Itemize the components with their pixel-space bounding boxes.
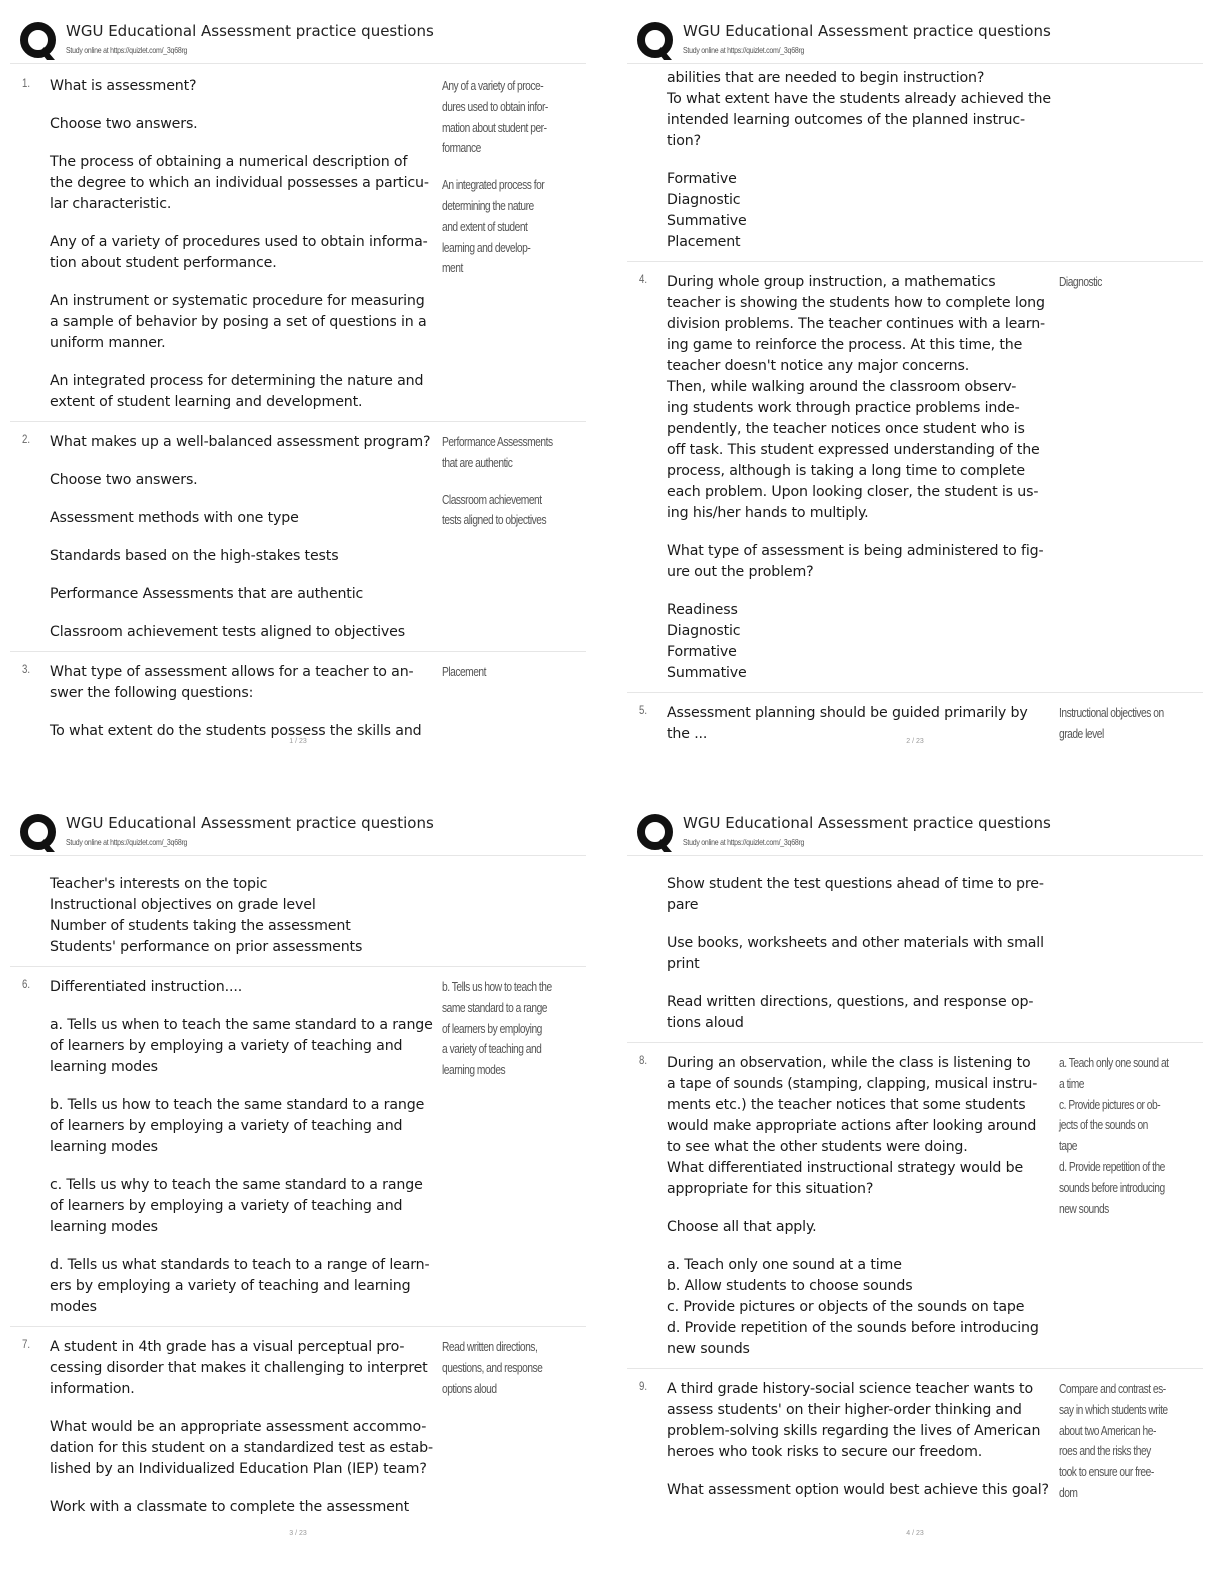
text-line: options aloud <box>442 1381 497 1396</box>
answer-paragraph <box>442 432 581 474</box>
question-item <box>10 1327 586 1526</box>
question-paragraph <box>667 600 1059 684</box>
question-paragraph <box>50 977 442 998</box>
text-line: appropriate for this situation? <box>667 1181 874 1197</box>
text-line: To what extent have the students already achieved the <box>667 91 1051 107</box>
document-page <box>627 10 1223 790</box>
text-line: and extent of student <box>442 219 528 234</box>
text-line: What type of assessment is being administered to fig- <box>667 543 1044 559</box>
text-line: Choose two answers. <box>50 472 198 488</box>
text-line: Any of a variety of procedures used to obtain informa- <box>50 234 428 250</box>
question-text <box>667 68 1059 253</box>
page-number: 3 / 23 <box>289 1530 307 1537</box>
question-paragraph <box>667 1379 1059 1463</box>
answer-paragraph <box>1059 272 1198 293</box>
question-paragraph <box>50 470 442 491</box>
text-line: of learners by employing a variety of teaching and <box>50 1038 403 1054</box>
question-item <box>627 262 1203 693</box>
question-number: 6. <box>22 977 31 991</box>
page-number: 2 / 23 <box>906 738 924 745</box>
page-header <box>10 10 586 64</box>
text-line: During an observation, while the class is listening to <box>667 1055 1031 1071</box>
question-paragraph <box>667 1217 1059 1238</box>
text-line: formance <box>442 141 481 156</box>
answer-paragraph <box>442 490 581 532</box>
text-line: Standards based on the high-stakes tests <box>50 548 339 564</box>
quizlet-logo-icon <box>18 20 62 64</box>
text-line: lar characteristic. <box>50 196 172 212</box>
text-line: c. Tells us why to teach the same standard to a range <box>50 1177 423 1193</box>
text-line: Readiness <box>667 602 738 618</box>
text-line: about two American he- <box>1059 1423 1156 1438</box>
question-paragraph <box>50 662 442 704</box>
text-line: a. Tells us when to teach the same standard to a range <box>50 1017 433 1033</box>
text-line: tion? <box>667 133 701 149</box>
question-number: 9. <box>639 1379 648 1393</box>
text-line: that are authentic <box>442 455 513 470</box>
text-line: new sounds <box>667 1341 750 1357</box>
text-line: Instructional objectives on grade level <box>50 897 316 913</box>
document-title: WGU Educational Assessment practice questions <box>66 22 434 40</box>
answer-text <box>442 76 581 279</box>
text-line: swer the following questions: <box>50 685 254 701</box>
text-line: Diagnostic <box>667 623 741 639</box>
question-item <box>10 66 586 422</box>
text-line: d. Provide repetition of the <box>1059 1159 1165 1174</box>
text-line: Students' performance on prior assessments <box>50 939 363 955</box>
text-line: c. Provide pictures or ob- <box>1059 1097 1161 1112</box>
text-line: Diagnostic <box>667 192 741 208</box>
question-item <box>10 967 586 1327</box>
quizlet-logo-icon <box>635 20 679 64</box>
question-paragraph <box>50 76 442 97</box>
text-line: division problems. The teacher continues with a learn- <box>667 316 1046 332</box>
text-line: ing students work through practice problems inde- <box>667 400 1020 416</box>
question-paragraph <box>50 584 442 605</box>
question-text <box>667 1053 1059 1360</box>
page-header <box>627 10 1203 64</box>
text-line: The process of obtaining a numerical description of <box>50 154 408 170</box>
text-line: pare <box>667 897 699 913</box>
document-title: WGU Educational Assessment practice questions <box>66 814 434 832</box>
text-line: uniform manner. <box>50 335 166 351</box>
question-paragraph <box>50 508 442 529</box>
text-line: pendently, the teacher notices once student who is <box>667 421 1025 437</box>
text-line: Placement <box>442 665 487 679</box>
text-line: ing game to reinforce the process. At this time, the <box>667 337 1023 353</box>
question-paragraph <box>667 874 1059 916</box>
text-line: A student in 4th grade has a visual perceptual pro- <box>50 1339 405 1355</box>
text-line: Work with a classmate to complete the assessment <box>50 1499 410 1515</box>
text-line: learning modes <box>50 1059 158 1075</box>
question-paragraph <box>50 622 442 643</box>
answer-paragraph <box>442 662 581 683</box>
document-page <box>10 10 606 790</box>
text-line: Differentiated instruction.... <box>50 979 243 995</box>
text-line: a variety of teaching and <box>442 1042 542 1057</box>
question-paragraph <box>667 933 1059 975</box>
question-paragraph <box>50 114 442 135</box>
text-line: tion about student performance. <box>50 255 277 271</box>
text-line: took to ensure our free- <box>1059 1465 1154 1480</box>
text-line: learning modes <box>442 1063 506 1078</box>
text-line: Read written directions, <box>442 1340 538 1354</box>
question-text <box>50 432 442 643</box>
question-number: 5. <box>639 703 648 717</box>
text-line: What would be an appropriate assessment accommo- <box>50 1419 427 1435</box>
page-header <box>627 802 1203 856</box>
question-paragraph <box>50 1255 442 1318</box>
text-line: Instructional objectives on <box>1059 706 1164 720</box>
text-line: d. Provide repetition of the sounds before introducing <box>667 1320 1039 1336</box>
text-line: learning modes <box>50 1139 158 1155</box>
question-paragraph <box>50 546 442 567</box>
text-line: Summative <box>667 665 747 681</box>
text-line: extent of student learning and development. <box>50 394 363 410</box>
text-line: Assessment planning should be guided primarily by <box>667 705 1028 721</box>
study-link[interactable]: Study online at https://quizlet.com/_3q68rg <box>66 837 188 847</box>
question-paragraph <box>50 232 442 274</box>
question-item <box>627 1043 1203 1369</box>
text-line: Use books, worksheets and other materials with small <box>667 935 1044 951</box>
text-line: mation about student per- <box>442 120 547 135</box>
text-line: b. Allow students to choose sounds <box>667 1278 913 1294</box>
text-line: An integrated process for <box>442 178 545 193</box>
document-title: WGU Educational Assessment practice questions <box>683 22 1051 40</box>
text-line: ment <box>442 261 463 276</box>
question-text <box>50 977 442 1318</box>
text-line: tions aloud <box>667 1015 744 1031</box>
answer-text <box>1059 1379 1198 1504</box>
question-list <box>10 66 586 750</box>
question-paragraph <box>50 291 442 354</box>
text-line: b. Tells us how to teach the same standard to a range <box>50 1097 425 1113</box>
text-line: A third grade history-social science teacher wants to <box>667 1381 1034 1397</box>
question-text <box>667 1379 1059 1501</box>
answer-paragraph <box>442 76 581 159</box>
text-line: lished by an Individualized Education Plan (IEP) team? <box>50 1461 427 1477</box>
text-line: Choose two answers. <box>50 116 198 132</box>
question-paragraph <box>667 169 1059 253</box>
text-line: jects of the sounds on <box>1059 1118 1148 1133</box>
question-item <box>627 858 1203 1043</box>
question-paragraph <box>667 68 1059 152</box>
study-link[interactable]: Study online at https://quizlet.com/_3q68rg <box>66 45 188 55</box>
answer-text <box>442 662 581 683</box>
answer-paragraph <box>1059 1379 1198 1504</box>
study-link[interactable]: Study online at https://quizlet.com/_3q68rg <box>683 837 805 847</box>
question-number: 7. <box>22 1337 31 1351</box>
text-line: learning and develop- <box>442 240 531 255</box>
text-line: What is assessment? <box>50 78 197 94</box>
question-paragraph <box>50 1095 442 1158</box>
text-line: abilities that are needed to begin instruction? <box>667 70 985 86</box>
question-text <box>667 272 1059 684</box>
question-paragraph <box>50 874 442 958</box>
study-link[interactable]: Study online at https://quizlet.com/_3q68rg <box>683 45 805 55</box>
document-page <box>627 802 1223 1582</box>
text-line: intended learning outcomes of the planned instruc- <box>667 112 1026 128</box>
text-line: teacher is showing the students how to complete long <box>667 295 1045 311</box>
question-number: 2. <box>22 432 31 446</box>
text-line: Choose all that apply. <box>667 1219 817 1235</box>
text-line: process, although is taking a long time to complete <box>667 463 1025 479</box>
question-paragraph <box>667 541 1059 583</box>
text-line: Teacher's interests on the topic <box>50 876 268 892</box>
answer-paragraph <box>442 977 581 1081</box>
question-list <box>10 858 586 1526</box>
text-line: a. Teach only one sound at <box>1059 1056 1169 1070</box>
text-line: say in which students write <box>1059 1402 1168 1417</box>
quizlet-logo-icon <box>18 812 62 856</box>
question-paragraph <box>50 1497 442 1518</box>
question-number: 3. <box>22 662 31 676</box>
answer-text <box>1059 272 1198 293</box>
text-line: Diagnostic <box>1059 275 1102 289</box>
question-paragraph <box>50 371 442 413</box>
document-page <box>10 802 606 1582</box>
text-line: dom <box>1059 1485 1078 1500</box>
text-line: problem-solving skills regarding the lives of American <box>667 1423 1041 1439</box>
text-line: dation for this student on a standardized test as estab- <box>50 1440 433 1456</box>
text-line: During whole group instruction, a mathematics <box>667 274 996 290</box>
text-line: What makes up a well-balanced assessment program? <box>50 434 431 450</box>
text-line: ments etc.) the teacher notices that some students <box>667 1097 1026 1113</box>
text-line: Number of students taking the assessment <box>50 918 351 934</box>
text-line: To what extent do the students possess the skills and <box>50 723 422 739</box>
question-paragraph <box>667 1255 1059 1360</box>
quizlet-logo-icon <box>635 812 679 856</box>
text-line: cessing disorder that makes it challenging to interpret <box>50 1360 428 1376</box>
text-line: learning modes <box>50 1219 158 1235</box>
question-paragraph <box>50 152 442 215</box>
text-line: of learners by employing <box>442 1021 542 1036</box>
text-line: An instrument or systematic procedure for measuring <box>50 293 425 309</box>
question-paragraph <box>667 992 1059 1034</box>
text-line: of learners by employing a variety of teaching and <box>50 1118 403 1134</box>
answer-paragraph <box>442 1337 581 1399</box>
text-line: assess students' on their higher-order thinking and <box>667 1402 1022 1418</box>
text-line: roes and the risks they <box>1059 1444 1151 1459</box>
text-line: Read written directions, questions, and response op- <box>667 994 1034 1010</box>
page-header <box>10 802 586 856</box>
text-line: What differentiated instructional strategy would be <box>667 1160 1024 1176</box>
text-line: sounds before introducing <box>1059 1180 1165 1195</box>
text-line: Performance Assessments <box>442 435 553 449</box>
text-line: the degree to which an individual possesses a particu- <box>50 175 429 191</box>
page-number: 1 / 23 <box>289 738 307 745</box>
text-line: teacher doesn't notice any major concerns. <box>667 358 970 374</box>
question-text <box>667 874 1059 1034</box>
text-line: new sounds <box>1059 1201 1109 1216</box>
question-text <box>50 662 442 742</box>
question-item <box>10 858 586 967</box>
text-line: ers by employing a variety of teaching and learning <box>50 1278 411 1294</box>
text-line: tests aligned to objectives <box>442 513 547 528</box>
text-line: heroes who took risks to secure our freedom. <box>667 1444 983 1460</box>
text-line: Formative <box>667 171 737 187</box>
text-line: to see what the other students were doing. <box>667 1139 968 1155</box>
text-line: b. Tells us how to teach the <box>442 980 552 994</box>
text-line: each problem. Upon looking closer, the student is us- <box>667 484 1039 500</box>
text-line: What assessment option would best achieve this goal? <box>667 1482 1049 1498</box>
question-item <box>10 652 586 750</box>
text-line: grade level <box>1059 726 1104 741</box>
text-line: print <box>667 956 700 972</box>
text-line: a sample of behavior by posing a set of questions in a <box>50 314 427 330</box>
question-paragraph <box>50 1337 442 1400</box>
text-line: off task. This student expressed understanding of the <box>667 442 1040 458</box>
question-paragraph <box>50 1175 442 1238</box>
question-item <box>627 1369 1203 1509</box>
question-paragraph <box>667 1480 1059 1501</box>
question-list <box>627 66 1203 753</box>
answer-text <box>442 977 581 1081</box>
text-line: Any of a variety of proce- <box>442 79 544 93</box>
text-line: Placement <box>667 234 741 250</box>
text-line: tape <box>1059 1139 1077 1154</box>
text-line: ure out the problem? <box>667 564 814 580</box>
answer-paragraph <box>1059 1053 1198 1219</box>
question-paragraph <box>667 272 1059 524</box>
page-number: 4 / 23 <box>906 1530 924 1537</box>
text-line: Compare and contrast es- <box>1059 1382 1166 1396</box>
question-paragraph <box>50 1417 442 1480</box>
text-line: a. Teach only one sound at a time <box>667 1257 902 1273</box>
text-line: the ... <box>667 726 708 742</box>
text-line: information. <box>50 1381 135 1397</box>
text-line: Classroom achievement tests aligned to objectives <box>50 624 405 640</box>
question-number: 1. <box>22 76 31 90</box>
text-line: questions, and response <box>442 1360 543 1375</box>
text-line: ing his/her hands to multiply. <box>667 505 869 521</box>
text-line: Classroom achievement <box>442 492 542 507</box>
text-line: An integrated process for determining the nature and <box>50 373 424 389</box>
text-line: of learners by employing a variety of teaching and <box>50 1198 403 1214</box>
text-line: a time <box>1059 1076 1084 1091</box>
question-number: 4. <box>639 272 648 286</box>
text-line: What type of assessment allows for a teacher to an- <box>50 664 414 680</box>
question-item <box>627 66 1203 262</box>
question-list <box>627 858 1203 1509</box>
text-line: Formative <box>667 644 737 660</box>
text-line: c. Provide pictures or objects of the sounds on tape <box>667 1299 1025 1315</box>
question-paragraph <box>667 1053 1059 1200</box>
text-line: determining the nature <box>442 198 534 213</box>
text-line: Summative <box>667 213 747 229</box>
question-paragraph <box>50 432 442 453</box>
text-line: would make appropriate actions after looking around <box>667 1118 1037 1134</box>
text-line: Assessment methods with one type <box>50 510 299 526</box>
answer-paragraph <box>442 175 581 279</box>
question-text <box>50 874 442 958</box>
text-line: a tape of sounds (stamping, clapping, musical instru- <box>667 1076 1038 1092</box>
answer-text <box>1059 1053 1198 1219</box>
question-text <box>50 76 442 413</box>
question-text <box>50 1337 442 1518</box>
question-item <box>10 422 586 652</box>
text-line: Performance Assessments that are authentic <box>50 586 364 602</box>
text-line: d. Tells us what standards to teach to a range of learn- <box>50 1257 430 1273</box>
answer-text <box>442 1337 581 1399</box>
document-title: WGU Educational Assessment practice questions <box>683 814 1051 832</box>
question-number: 8. <box>639 1053 648 1067</box>
answer-text <box>442 432 581 531</box>
question-paragraph <box>50 1015 442 1078</box>
text-line: Then, while walking around the classroom observ- <box>667 379 1017 395</box>
text-line: Show student the test questions ahead of time to pre- <box>667 876 1044 892</box>
text-line: dures used to obtain infor- <box>442 99 548 114</box>
text-line: same standard to a range <box>442 1000 548 1015</box>
text-line: modes <box>50 1299 97 1315</box>
